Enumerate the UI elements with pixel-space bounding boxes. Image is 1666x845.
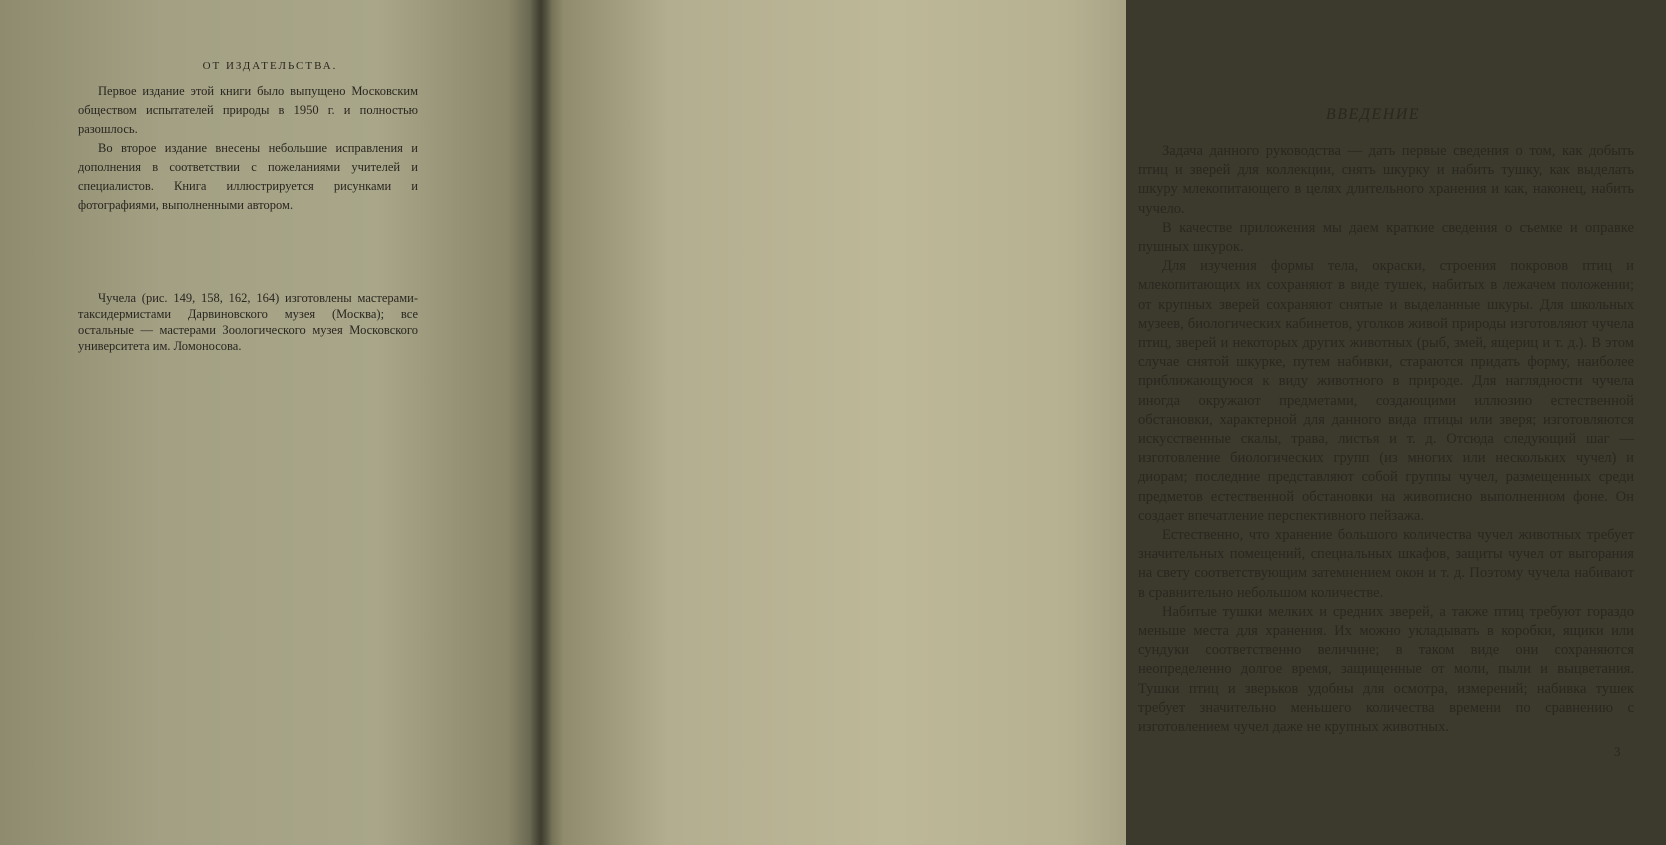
publisher-note — [78, 82, 418, 215]
introduction-body — [1138, 142, 1634, 737]
introduction-paragraph: Набитые тушки мелких и средних зверей, а также птиц требуют гораздо меньше места для хранения. Их можно укладывать в коробки, ящики или сундуки соответственно величине; в таком виде они сохраняются неопределенно долгое время, защищенные от моли, пыли и выцветания. Тушки птиц и зверьков удобны для осмотра, измерений; набивка тушек требует значительно меньшего количества времени по сравнению с изготовлением чучел даже не крупных животных. — [1138, 603, 1634, 736]
introduction-paragraph: Задача данного руководства — дать первые сведения о том, как добыть птиц и зверей для коллекции, снять шкурку и набить тушку, как выделать шкуру млекопитающего в целях длительного хранения и как, наконец, набить чучело. — [1138, 143, 1634, 217]
introduction-paragraph: Естественно, что хранение большого количества чучел животных требует значительных помещений, специальных шкафов, защиты чучел от выгорания на свету соответствующим затемнением окон и т. д. Поэтому чучела набивают в сравнительно небольшом количестве. — [1138, 527, 1634, 601]
introduction-paragraph: В качестве приложения мы даем краткие сведения о съемке и оправке пушных шкурок. — [1138, 219, 1634, 256]
publisher-note-paragraph: Первое издание этой книги было выпущено Московским обществом испытателей природы в 1950 г. и полностью разошлось. — [78, 84, 418, 136]
book-gutter-shadow — [530, 0, 552, 845]
publisher-note-paragraph: Во второе издание внесены небольшие исправления и дополнения в соответствии с пожеланиями учителей и специалистов. Книга иллюстрируется рисунками и фотографиями, выполненными автором. — [78, 141, 418, 212]
publisher-note-heading: ОТ ИЗДАТЕЛЬСТВА. — [202, 60, 338, 72]
left-page — [0, 0, 540, 845]
page-number: 3 — [1614, 744, 1621, 759]
introduction-title: ВВЕДЕНИЕ — [1325, 106, 1421, 123]
right-page — [540, 0, 1634, 845]
introduction-paragraph: Для изучения формы тела, окраски, строения покровов птиц и млекопитающих их сохраняют в виде тушек, набитых в лежачем положении; от крупных зверей сохраняют снятые и выделанные шкуры. Для школьных музеев, биологических кабинетов, уголков живой природы изготовляют чучела птиц, зверей и некоторых других животных (рыб, змей, ящериц и т. д.). В этом случае снятой шкурке, путем набивки, стараются придать форму, наиболее приближающуюся к виду животного в природе. Для наглядности чучела иногда окружают предметами, создающими иллюзию естественной обстановки, характерной для данного вида птицы или зверя; изготовляются искусственные скалы, трава, листья и т. д. Отсюда следующий шаг — изготовление биологических групп (из многих или нескольких чучел) и диорам; последние представляют собой группы чучел, размещенных среди предметов естественной обстановки на живописно выполненном фоне. Он создает впечатление перспективного пейзажа. — [1138, 258, 1634, 524]
taxidermy-credits: Чучела (рис. 149, 158, 162, 164) изготовлены мастерами-таксидермистами Дарвиновского музея (Москва); все остальные — мастерами Зоологического музея Московского университета им. Ломоносова. — [78, 291, 418, 353]
